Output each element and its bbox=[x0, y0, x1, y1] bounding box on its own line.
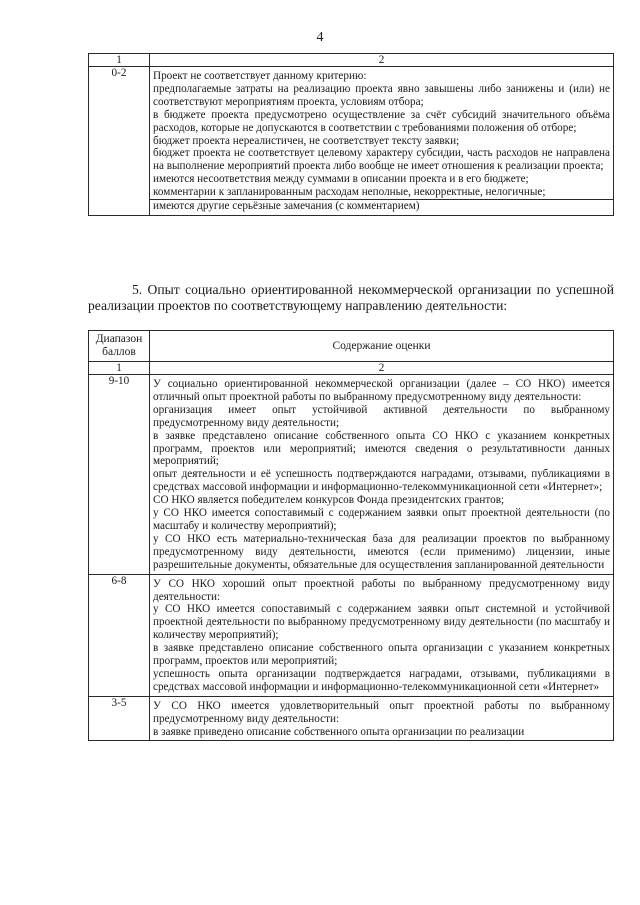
column-header-2: 2 bbox=[150, 54, 614, 67]
list-item: имеются другие серьёзные замечания (с комментарием) bbox=[150, 199, 613, 213]
list-item: у СО НКО имеется сопоставимый с содержанием заявки опыт проектной деятельности (по масштабу и количеству мероприятий); bbox=[153, 507, 610, 532]
score-description bbox=[150, 375, 614, 575]
score-description bbox=[150, 574, 614, 696]
list-item: предполагаемые затраты на реализацию проекта явно завышены либо занижены и (или) не соответствуют мероприятиям проекта, условиям отбора; bbox=[153, 82, 610, 108]
list-item: в заявке представлено описание собственного опыта СО НКО с указанием конкретных программ, проектов или мероприятий; имеются сведения о результативности данных мероприятий; bbox=[153, 429, 610, 468]
table-header-row bbox=[89, 331, 614, 362]
column-number-1: 1 bbox=[89, 362, 150, 375]
table-row bbox=[89, 67, 614, 216]
list-item: У социально ориентированной некоммерческой организации (далее – СО НКО) имеется отличный опыт проектной работы по выбранному предусмотренному виду деятельности: bbox=[153, 378, 610, 403]
table-row bbox=[89, 574, 614, 696]
table-row bbox=[89, 375, 614, 575]
table-number-row bbox=[89, 362, 614, 375]
table-header-row bbox=[89, 54, 614, 67]
list-item: успешность опыта организации подтверждается наградами, отзывами, публикациями в средствах массовой информации и информационно-телекоммуникационной сети «Интернет» bbox=[153, 667, 610, 693]
criteria-table-budget bbox=[88, 53, 614, 216]
list-item: в заявке представлено описание собственного опыта организации с указанием конкретных программ, проектов или мероприятий; bbox=[153, 642, 610, 668]
score-description bbox=[150, 67, 614, 216]
column-header-1: 1 bbox=[89, 54, 150, 67]
column-header-range: Диапазон баллов bbox=[89, 331, 150, 362]
criteria-table-experience bbox=[88, 330, 614, 741]
list-item: бюджет проекта нереалистичен, не соответствует тексту заявки; bbox=[153, 134, 460, 147]
list-item: имеются несоответствия между суммами в описании проекта и в его бюджете; bbox=[153, 173, 529, 186]
list-item: в заявке приведено описание собственного опыта организации по реализации bbox=[153, 725, 525, 738]
list-item: опыт деятельности и её успешность подтверждаются наградами, отзывами, публикациями в средствах массовой информации и информационно-телекоммуникационной сети «Интернет»; bbox=[153, 468, 610, 494]
list-item: У СО НКО хороший опыт проектной работы по выбранному предусмотренному виду деятельности: bbox=[153, 577, 610, 603]
list-item: СО НКО является победителем конкурсов Фонда президентских грантов; bbox=[153, 494, 505, 507]
list-item: У СО НКО имеется удовлетворительный опыт проектной работы по выбранному предусмотренному виду деятельности: bbox=[153, 699, 610, 725]
page-number: 4 bbox=[316, 30, 324, 45]
column-number-2: 2 bbox=[150, 362, 614, 375]
section-5-heading bbox=[88, 282, 614, 315]
score-range: 0-2 bbox=[89, 67, 150, 216]
score-description bbox=[150, 696, 614, 741]
list-item: у СО НКО есть материально-техническая база для реализации проектов по выбранному предусмотренному виду деятельности, имеются (если применимо) лицензии, иные разрешительные документы, обязательные для осуществления запланированной деятельности bbox=[153, 532, 610, 571]
list-item: организация имеет опыт устойчивой активной деятельности по выбранному предусмотренному виду деятельности; bbox=[153, 403, 610, 429]
section-5-text: 5. Опыт социально ориентированной некоммерческой организации по успешной реализации проектов по соответствующему направлению деятельности: bbox=[88, 282, 614, 314]
list-item: Проект не соответствует данному критерию: bbox=[153, 70, 367, 82]
list-item: комментарии к запланированным расходам неполные, некорректные, нелогичные; bbox=[153, 186, 546, 199]
score-range: 6-8 bbox=[89, 574, 150, 696]
list-item: у СО НКО имеется сопоставимый с содержанием заявки опыт системной и устойчивой проектной деятельности по выбранному предусмотренному виду деятельности (по масштабу и количеству мероприятий); bbox=[153, 603, 610, 642]
score-range: 9-10 bbox=[89, 375, 150, 575]
column-header-content: Содержание оценки bbox=[150, 331, 614, 362]
list-item: в бюджете проекта предусмотрено осуществление за счёт субсидий значительного объёма расходов, которые не допускаются в соответствии с требованиями положения об отборе; bbox=[153, 108, 610, 134]
table-row bbox=[89, 696, 614, 741]
list-item: бюджет проекта не соответствует целевому характеру субсидии, часть расходов не направлена на выполнение мероприятий проекта либо вообще не имеет отношения к реализации проекта; bbox=[153, 147, 610, 173]
score-range: 3-5 bbox=[89, 696, 150, 741]
